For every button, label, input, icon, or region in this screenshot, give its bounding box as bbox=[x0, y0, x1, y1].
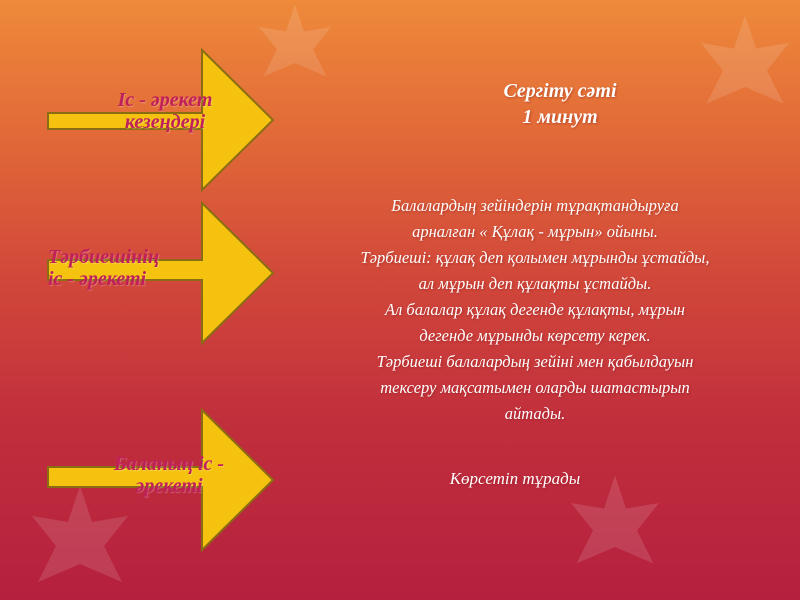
child-response: Көрсетіп тұрады bbox=[449, 469, 581, 488]
game-description: Балалардың зейіндерін тұрақтандыруға арналған « Құлақ - мұрын» ойыны. Тәрбиеші: құлақ деп қолымен мұрынды ұстайды, ал мұрын деп құлақты ұстайды. Ал балалар құлақ дегенде құлақты, мұрын дегенде мұрынды көрсету керек. Тәрбиеші балалардың зейіні мен қабылдауын тексеру мақсатымен оларды шатастырып айтады. bbox=[360, 196, 710, 423]
arrow-stage bbox=[40, 45, 280, 195]
activity-title: Сергіту сәті 1 минут bbox=[503, 80, 617, 128]
arrow-child bbox=[40, 405, 280, 555]
arrow-label-teacher-activity: Тәрбиешінің іс - әрекеті bbox=[48, 246, 160, 290]
arrow-teacher bbox=[40, 198, 280, 348]
arrow-label-stages: Іс - әрекет кезеңдері bbox=[117, 89, 213, 133]
arrow-label-child-activity: Баланың іс - әрекеті bbox=[113, 453, 225, 497]
